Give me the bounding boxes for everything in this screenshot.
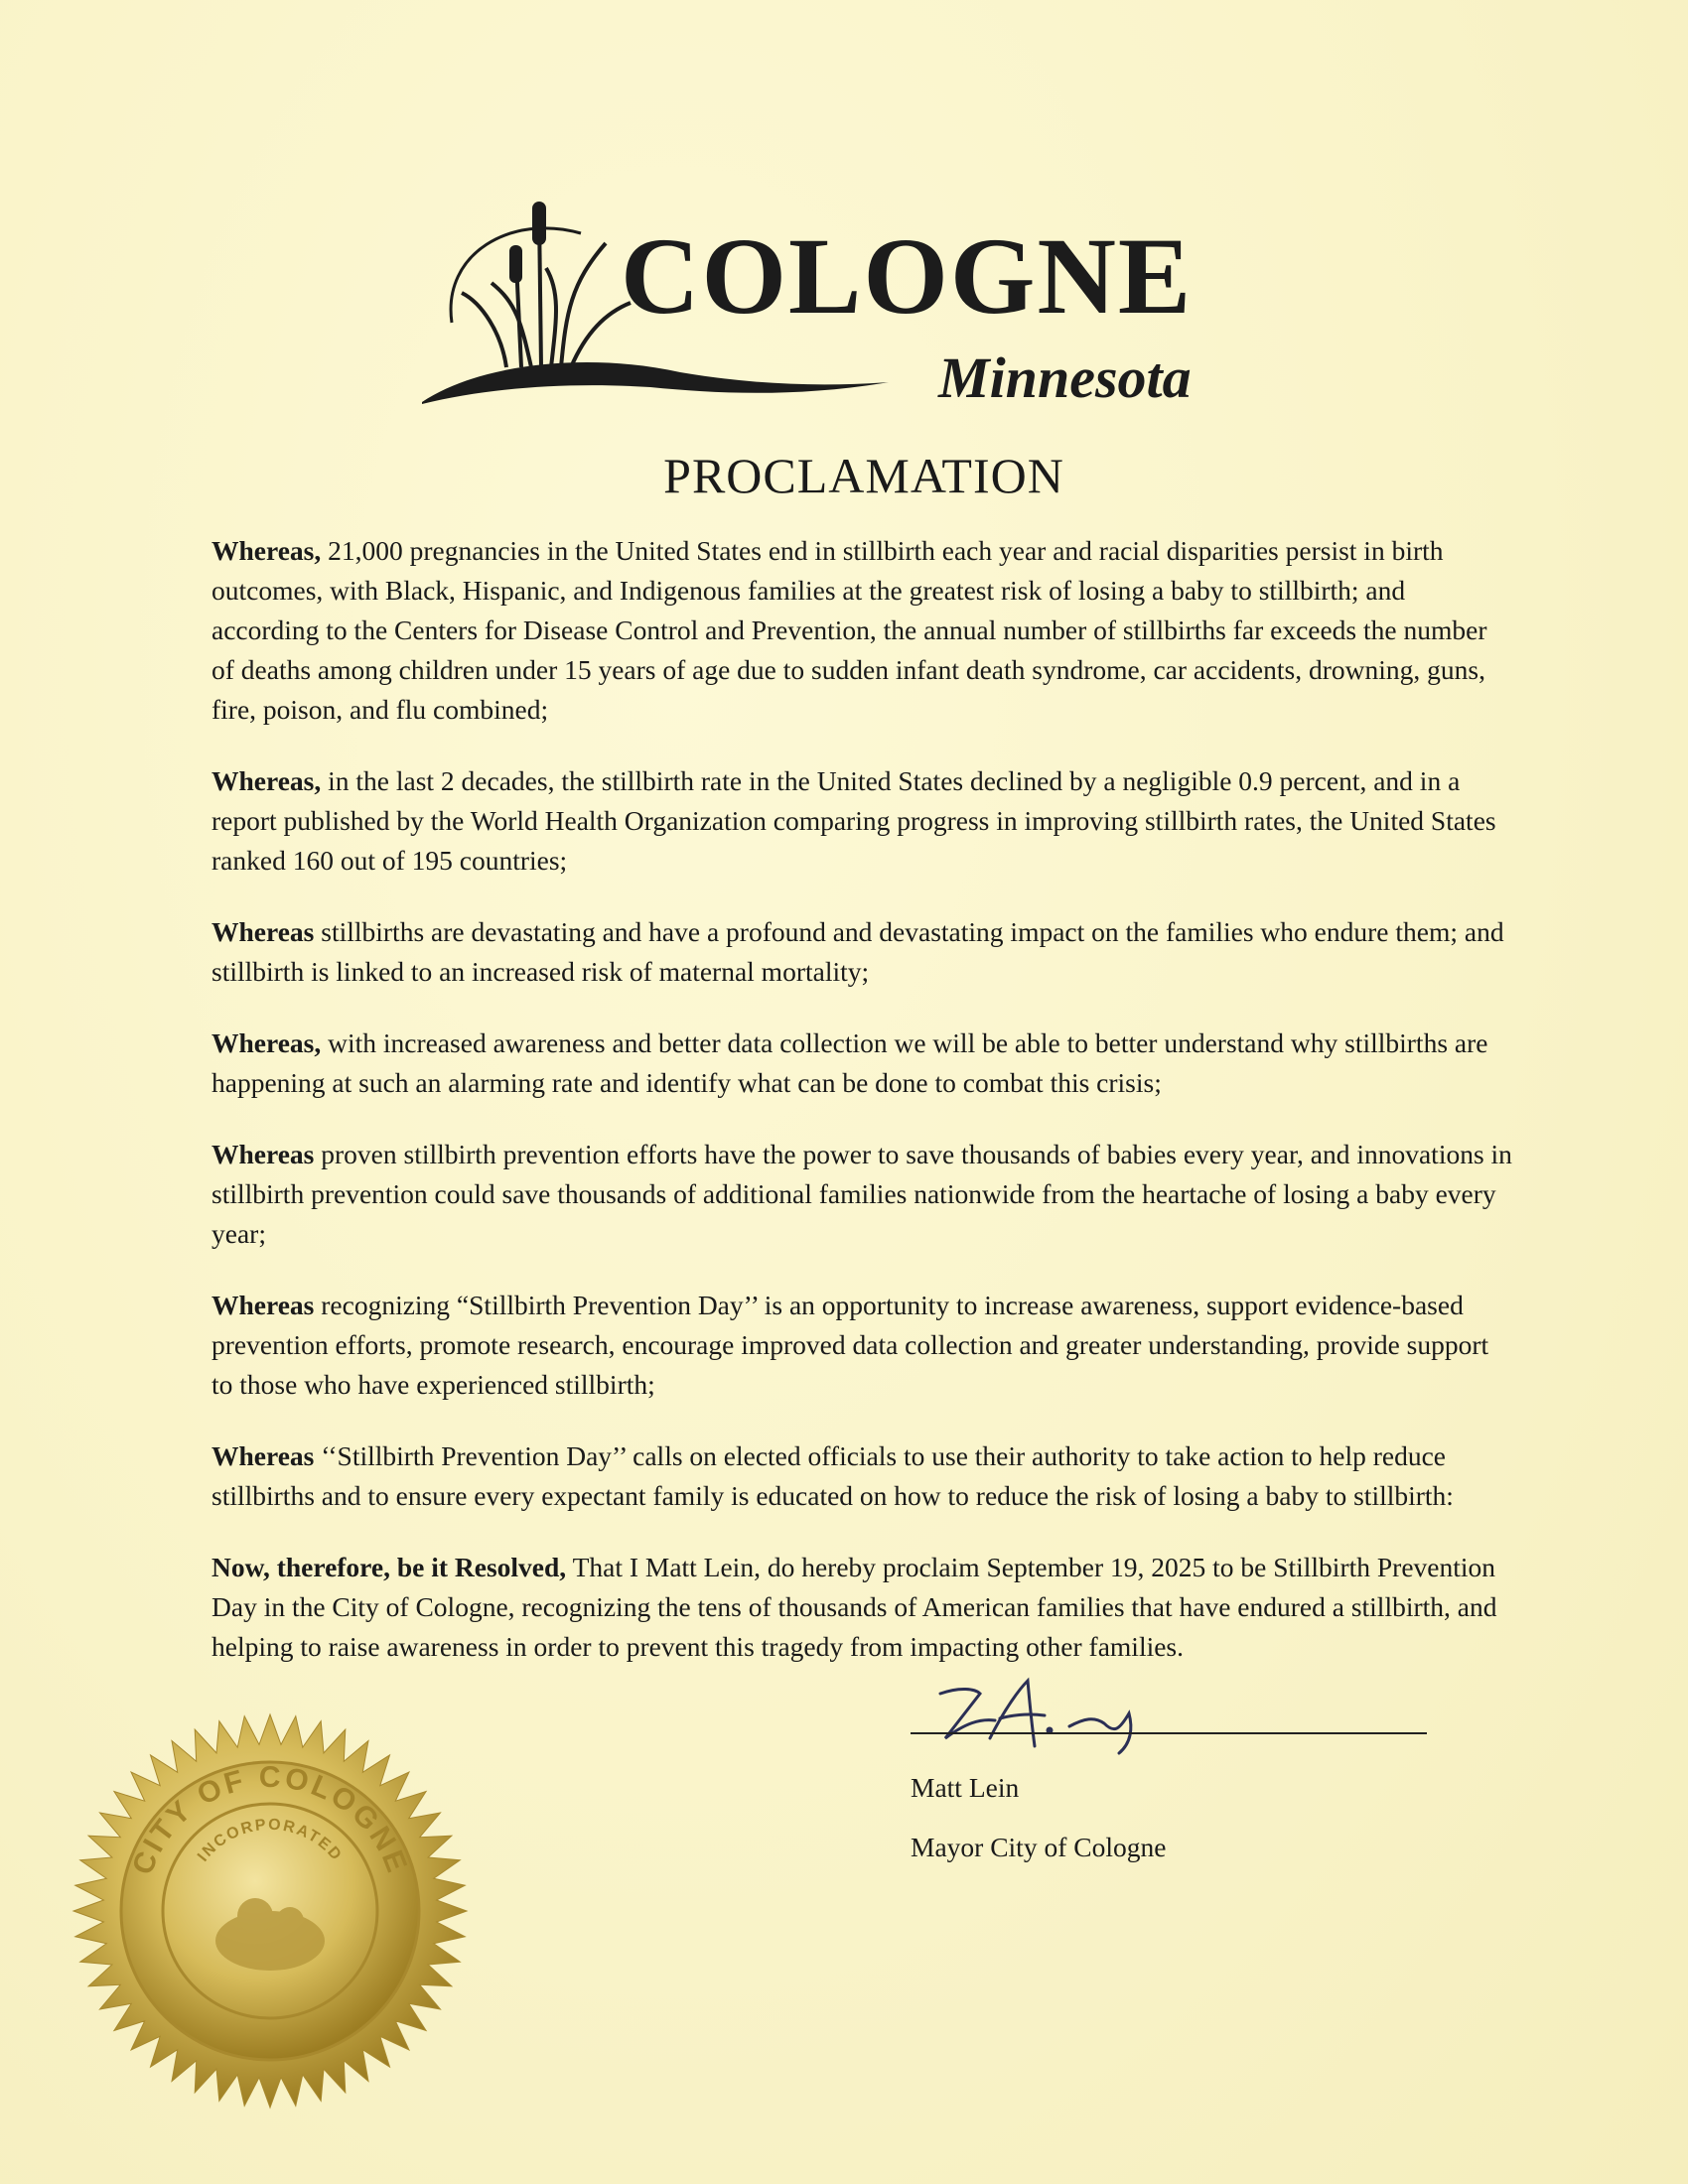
paragraph-text: stillbirths are devastating and have a profound and devastating impact on the families who endure them; and stillbirth is linked to an increased risk of maternal mortality; <box>211 916 1504 987</box>
logo-swoosh <box>422 362 889 404</box>
proclamation-body <box>211 531 1512 1699</box>
signatory-title: Mayor City of Cologne <box>911 1832 1167 1862</box>
paragraph-lead: Whereas, <box>211 1027 322 1058</box>
seal-ring-text: CITY OF COLOGNE <box>126 1760 414 1879</box>
signature-line <box>911 1732 1427 1734</box>
whereas-paragraph-3 <box>211 912 1512 992</box>
whereas-paragraph-7 <box>211 1436 1512 1516</box>
handwritten-signature <box>920 1669 1179 1758</box>
paragraph-lead: Whereas <box>211 1290 315 1320</box>
city-seal <box>71 1712 469 2110</box>
signatory-name: Matt Lein <box>911 1772 1020 1803</box>
paragraph-lead: Whereas, <box>211 765 322 796</box>
logo-word: COLOGNE <box>621 215 1194 337</box>
paragraph-text: with increased awareness and better data collection we will be able to better understand why stillbirths are happening at such an alarming rate and identify what can be done to combat this crisis; <box>211 1027 1488 1098</box>
resolution-paragraph <box>211 1548 1512 1667</box>
paragraph-lead: Whereas <box>211 916 315 947</box>
cologne-logo <box>422 174 1316 422</box>
whereas-paragraph-2 <box>211 761 1512 881</box>
paragraph-text: 21,000 pregnancies in the United States end in stillbirth each year and racial disparities persist in birth outcomes, with Black, Hispanic, and Indigenous families at the greatest risk of losing a baby to stillbirth; and according to the Centers for Disease Control and Prevention, the annual number of stillbirths far exceeds the number of deaths among children under 15 years of age due to sudden infant death syndrome, car accidents, drowning, guns, fire, poison, and flu combined; <box>211 535 1487 725</box>
paragraph-lead: Whereas <box>211 1440 315 1471</box>
whereas-paragraph-5 <box>211 1135 1512 1254</box>
cattail-head <box>509 245 522 283</box>
whereas-paragraph-4 <box>211 1024 1512 1103</box>
paragraph-lead: Whereas, <box>211 535 322 566</box>
paragraph-text: That I Matt Lein, do hereby proclaim September 19, 2025 to be Stillbirth Prevention Day in the City of Cologne, recognizing the tens of thousands of American families that have endured a stillbirth, and helping to raise awareness in order to prevent this tragedy from impacting other families. <box>211 1552 1497 1662</box>
seal-inner-text: INCORPORATED <box>194 1816 346 1865</box>
paragraph-lead: Whereas <box>211 1139 315 1169</box>
cattail-head <box>532 202 546 245</box>
logo-subword: Minnesota <box>938 345 1192 410</box>
paragraph-text: recognizing “Stillbirth Prevention Day’’ is an opportunity to increase awareness, support evidence-based prevention efforts, promote research, encourage improved data collection and greater understanding, provide support to those who have experienced stillbirth; <box>211 1290 1489 1400</box>
document-title: PROCLAMATION <box>663 448 1064 503</box>
paragraph-text: ‘‘Stillbirth Prevention Day’’ calls on elected officials to use their authority to take action to help reduce stillbirths and to ensure every expectant family is educated on how to reduce the risk of losing a baby to stillbirth: <box>211 1440 1454 1511</box>
paragraph-text: proven stillbirth prevention efforts have the power to save thousands of babies every year, and innovations in stillbirth prevention could save thousands of additional families nationwide from the heartache of losing a baby every year; <box>211 1139 1512 1249</box>
paragraph-lead: Now, therefore, be it Resolved, <box>211 1552 567 1582</box>
whereas-paragraph-1 <box>211 531 1512 730</box>
paragraph-text: in the last 2 decades, the stillbirth rate in the United States declined by a negligible 0.9 percent, and in a report published by the World Health Organization comparing progress in improving stillbirth rates, the United States ranked 160 out of 195 countries; <box>211 765 1496 876</box>
whereas-paragraph-6 <box>211 1286 1512 1405</box>
